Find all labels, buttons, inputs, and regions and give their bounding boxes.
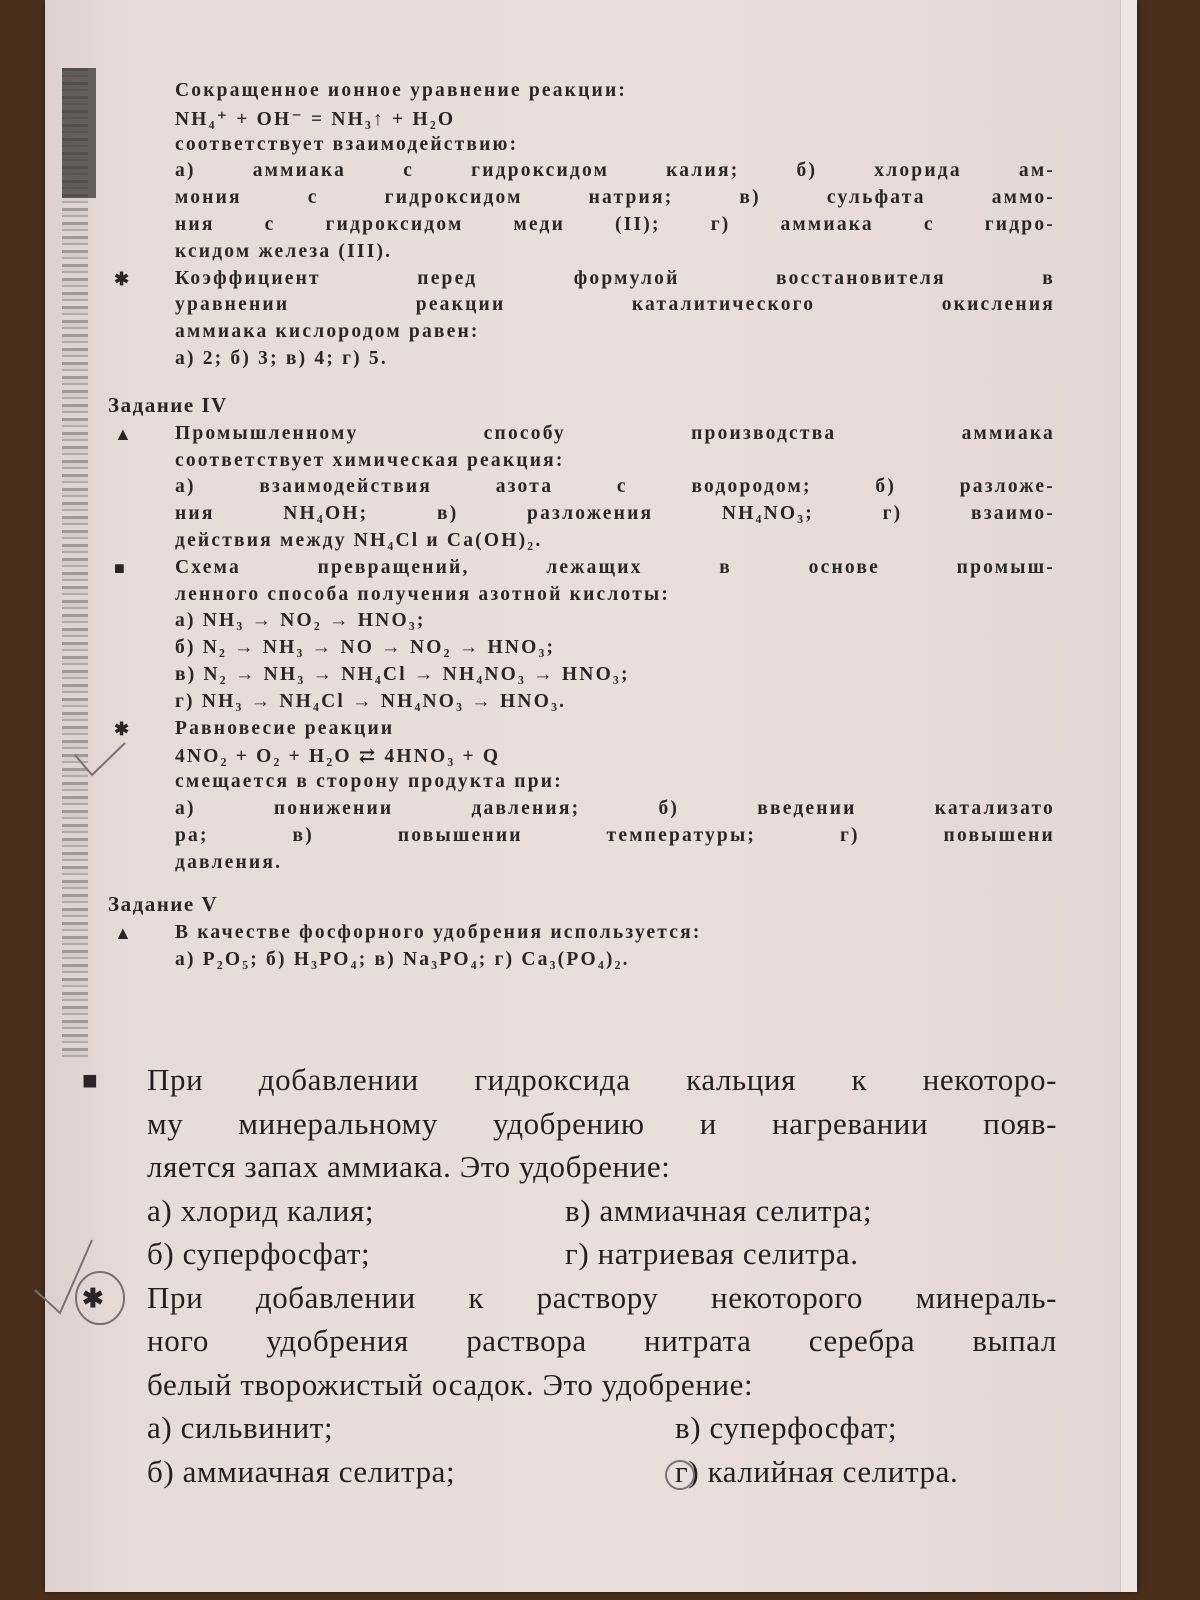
question-text-line: Сокращенное ионное уравнение реакции:: [175, 80, 628, 101]
question-text-line: б) N₂ → NH₃ → NO → NO₂ → HNO₃;: [175, 637, 556, 659]
question-text-line: а) NH₃ → NO₂ → HNO₃;: [175, 610, 426, 632]
answer-option: а) хлорид калия;: [147, 1192, 375, 1228]
pencil-checkmark-icon: [70, 740, 130, 780]
question-text-line: а) 2; б) 3; в) 4; г) 5.: [175, 348, 388, 369]
answer-option: в) аммиачная селитра;: [565, 1192, 873, 1228]
answer-option: г) калийная селитра.: [675, 1453, 959, 1489]
question-text-line: белый творожистый осадок. Это удобрение:: [147, 1366, 754, 1402]
question-text-line: Схема превращений, лежащих в основе промыш-: [175, 556, 1055, 578]
question-text-line: ра; в) повышении температуры; г) повышени: [175, 824, 1055, 846]
question-text-line: ленного способа получения азотной кислоты:: [175, 583, 671, 605]
question-text-line: Равновесие реакции: [175, 717, 395, 739]
question-text-line: соответствует взаимодействию:: [175, 133, 519, 155]
bullet-marker-icon: ✱: [114, 268, 130, 289]
bullet-marker-icon: ■: [114, 557, 125, 578]
section-heading: Задание V: [108, 892, 219, 917]
question-text-line: в) N₂ → NH₃ → NH₄Cl → NH₄NO₃ → HNO₃;: [175, 664, 630, 685]
question-text-line: ного удобрения раствора нитрата серебра выпал: [147, 1323, 1057, 1358]
question-text-line: уравнении реакции каталитического окисления: [175, 294, 1055, 316]
question-text-line: В качестве фосфорного удобрения используется:: [175, 922, 702, 944]
question-text-line: действия между NH₄Cl и Ca(OH)₂.: [175, 530, 543, 551]
question-text-line: г) NH₃ → NH₄Cl → NH₄NO₃ → HNO₃.: [175, 690, 567, 712]
question-text-line: При добавлении гидроксида кальция к некоторо-: [147, 1062, 1057, 1097]
question-text-line: мония с гидроксидом натрия; в) сульфата аммо-: [175, 187, 1055, 209]
question-text-line: а) аммиака с гидроксидом калия; б) хлорида ам-: [175, 160, 1055, 182]
question-text-line: а) P₂O₅; б) H₃PO₄; в) Na₃PO₄; г) Ca₃(PO₄)₂.: [175, 949, 630, 971]
question-text-line: При добавлении к раствору некоторого минераль-: [147, 1279, 1057, 1315]
bullet-marker-icon: ✱: [114, 718, 130, 739]
answer-option: б) аммиачная селитра;: [147, 1453, 456, 1489]
question-text-line: а) понижении давления; б) введении катализато: [175, 798, 1055, 819]
question-text-line: давления.: [175, 851, 283, 873]
bullet-marker-icon: ▲: [114, 923, 132, 944]
question-text-line: ксидом железа (III).: [175, 240, 393, 262]
question-text-line: Промышленному способу производства аммиака: [175, 422, 1055, 444]
pencil-circle-mark-icon: [660, 1455, 700, 1495]
pencil-checkmark-circle-icon: [30, 1235, 130, 1330]
scan-shadow-edge-top: [62, 68, 96, 198]
section-heading: Задание IV: [108, 392, 228, 417]
answer-option: г) натриевая селитра.: [565, 1236, 859, 1271]
bullet-marker-icon: ■: [82, 1066, 98, 1095]
bullet-marker-icon: ✱: [82, 1283, 104, 1313]
question-text-line: соответствует химическая реакция:: [175, 449, 565, 471]
question-text-line: Коэффициент перед формулой восстановителя в: [175, 267, 1055, 289]
question-text-line: ния с гидроксидом меди (II); г) аммиака с гидро-: [175, 214, 1055, 235]
question-text-line: смещается в сторону продукта при:: [175, 771, 563, 793]
bullet-marker-icon: ▲: [114, 423, 132, 444]
question-text-line: ляется запах аммиака. Это удобрение:: [147, 1149, 671, 1184]
question-text-line: ния NH₄OH; в) разложения NH₄NO₃; г) взаимо-: [175, 503, 1055, 525]
answer-option: б) суперфосфат;: [147, 1236, 371, 1271]
question-text-line: NH₄⁺ + OH⁻ = NH₃↑ + H₂O: [175, 108, 456, 130]
question-text-line: му минеральному удобрению и нагревании появ-: [147, 1105, 1057, 1141]
question-text-line: 4NO₂ + O₂ + H₂O ⇄ 4HNO₃ + Q: [175, 746, 501, 768]
answer-option: а) сильвинит;: [147, 1410, 334, 1445]
question-text-line: а) взаимодействия азота с водородом; б) разложе-: [175, 476, 1055, 498]
question-text-line: аммиака кислородом равен:: [175, 321, 480, 343]
scan-shadow-edge: [62, 68, 88, 1058]
answer-option: в) суперфосфат;: [675, 1410, 898, 1445]
